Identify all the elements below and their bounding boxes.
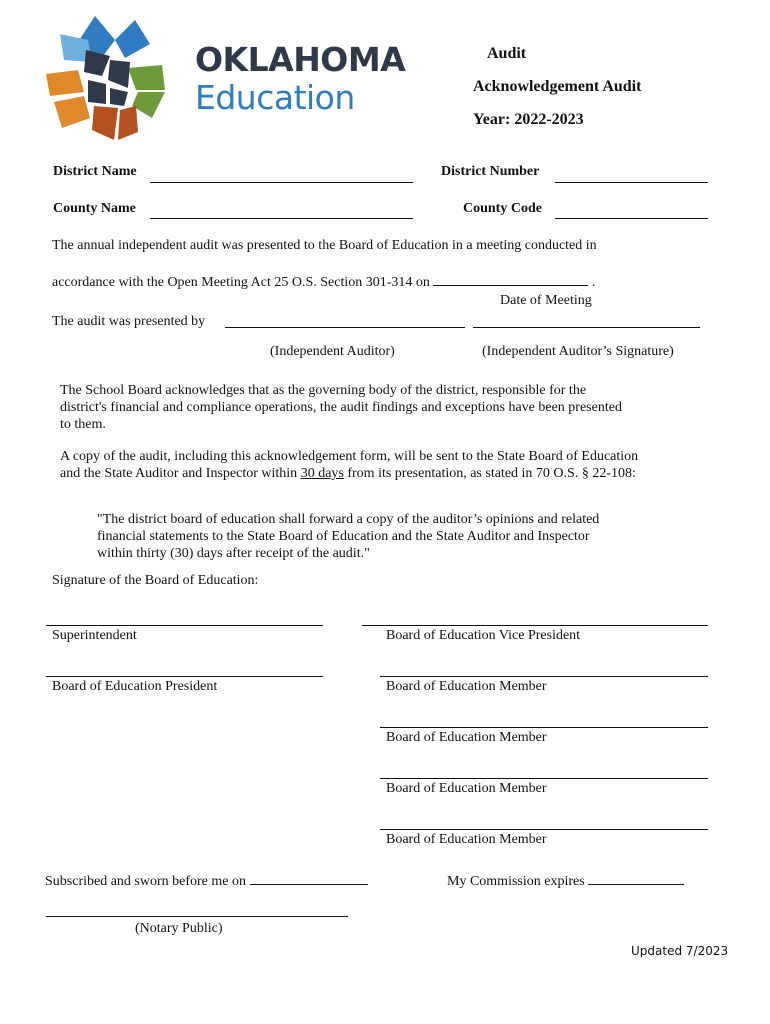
county-name-label: County Name xyxy=(53,201,136,216)
superintendent-label: Superintendent xyxy=(52,628,137,643)
star-logo-icon xyxy=(40,10,180,150)
audit-presentation-text-line1: The annual independent audit was presented to the Board of Education in a meeting conducted in xyxy=(52,238,597,253)
county-code-field[interactable] xyxy=(555,218,708,219)
copy-text-before: A copy of the audit, including this acknowledgement form, will be sent to the State Board of Education and the State Auditor and Inspector within xyxy=(60,449,639,481)
period-text: . xyxy=(591,275,596,290)
vice-president-label: Board of Education Vice President xyxy=(386,628,581,643)
copy-text-after: from its presentation, as stated in 70 O.S. § 22-108: xyxy=(347,466,636,481)
open-meeting-act-text: accordance with the Open Meeting Act 25 O.S. Section 301-314 on xyxy=(52,275,430,290)
meeting-date-field[interactable] xyxy=(433,285,588,286)
presented-by-label: The audit was presented by xyxy=(52,314,206,329)
notary-public-label: (Notary Public) xyxy=(135,921,223,936)
statute-quote: "The district board of education shall forward a copy of the auditor’s opinions and related financial statements to the State Board of Education and the State Auditor and Inspector within thirty (30) days after receipt of the audit." xyxy=(97,512,600,561)
county-name-field[interactable] xyxy=(150,218,413,219)
superintendent-signature-line[interactable] xyxy=(46,625,323,626)
date-of-meeting-label: Date of Meeting xyxy=(500,293,592,308)
commission-line xyxy=(447,874,684,890)
district-name-field[interactable] xyxy=(150,182,413,183)
district-number-label: District Number xyxy=(441,164,540,179)
county-code-label: County Code xyxy=(463,201,542,216)
president-label: Board of Education President xyxy=(52,679,218,694)
commission-expiry-field[interactable] xyxy=(588,884,684,885)
vice-president-signature-line[interactable] xyxy=(362,625,708,626)
president-signature-line[interactable] xyxy=(46,676,323,677)
member1-signature-line[interactable] xyxy=(380,676,708,677)
member4-signature-line[interactable] xyxy=(380,829,708,830)
member1-label: Board of Education Member xyxy=(386,679,547,694)
member2-label: Board of Education Member xyxy=(386,730,547,745)
district-number-field[interactable] xyxy=(555,182,708,183)
independent-auditor-label: (Independent Auditor) xyxy=(270,344,395,359)
notary-signature-line[interactable] xyxy=(46,916,348,917)
header-acknowledgement-audit: Acknowledgement Audit xyxy=(473,78,642,95)
independent-auditor-field[interactable] xyxy=(225,327,465,328)
audit-presentation-text-line2 xyxy=(52,275,595,291)
header-audit: Audit xyxy=(487,45,527,62)
header-year: Year: 2022-2023 xyxy=(473,111,584,128)
member3-signature-line[interactable] xyxy=(380,778,708,779)
oklahoma-education-logo xyxy=(40,10,410,150)
member2-signature-line[interactable] xyxy=(380,727,708,728)
sworn-line xyxy=(45,874,368,890)
district-name-label: District Name xyxy=(53,164,137,179)
auditor-signature-field[interactable] xyxy=(473,327,700,328)
sworn-label: Subscribed and sworn before me on xyxy=(45,874,247,889)
acknowledgement-paragraph: The School Board acknowledges that as the governing body of the district, responsible for the district's financial and compliance operations, the audit findings and exceptions have been presented to them. xyxy=(60,383,622,432)
logo-title-oklahoma: OKLAHOMA xyxy=(195,40,406,79)
logo-title-education: Education xyxy=(195,78,355,117)
thirty-days-text: 30 days xyxy=(300,466,344,481)
commission-label: My Commission expires xyxy=(447,874,585,889)
member3-label: Board of Education Member xyxy=(386,781,547,796)
copy-of-audit-paragraph xyxy=(60,448,645,482)
updated-date: Updated 7/2023 xyxy=(631,944,729,958)
sworn-date-field[interactable] xyxy=(250,884,368,885)
signature-heading: Signature of the Board of Education: xyxy=(52,573,259,588)
auditor-signature-label: (Independent Auditor’s Signature) xyxy=(482,344,674,359)
member4-label: Board of Education Member xyxy=(386,832,547,847)
